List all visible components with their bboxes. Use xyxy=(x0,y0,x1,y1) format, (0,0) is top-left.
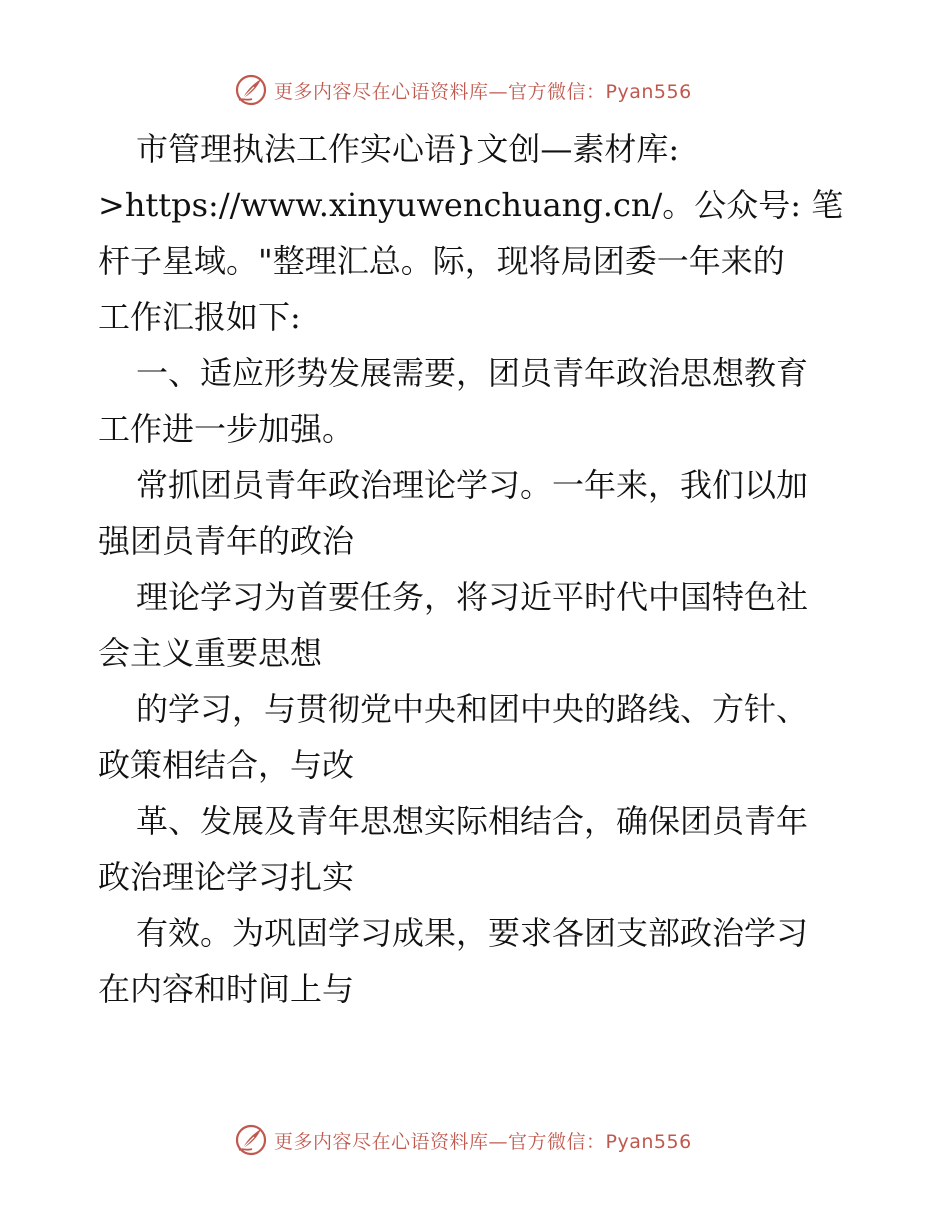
banner-wechat-id: Pyan556 xyxy=(605,80,692,103)
banner-label: 更多内容尽在心语资料库—官方微信： xyxy=(274,1130,606,1153)
quill-logo-icon xyxy=(234,73,268,107)
text-line: >https://www.xinyuwenchuang.cn/。公众号: 笔 xyxy=(98,186,844,224)
banner-text xyxy=(274,77,692,104)
text-line: 工作进一步加强。 xyxy=(98,410,355,448)
text-line: 的学习，与贯彻党中央和团中央的路线、方针、 xyxy=(136,690,809,728)
text-line: 市管理执法工作实心语}文创—素材库: xyxy=(136,130,680,168)
document-body xyxy=(98,121,858,1017)
text-line: 有效。为巩固学习成果，要求各团支部政治学习 xyxy=(136,914,809,952)
text-line: 在内容和时间上与 xyxy=(98,970,355,1008)
text-line: 革、发展及青年思想实际相结合，确保团员青年 xyxy=(136,802,809,840)
text-line: 工作汇报如下: xyxy=(98,298,301,336)
text-line: 政策相结合，与改 xyxy=(98,746,355,784)
quill-logo-icon xyxy=(234,1123,268,1157)
text-line: 一、适应形势发展需要，团员青年政治思想教育 xyxy=(136,354,809,392)
footer-banner xyxy=(234,1120,714,1160)
header-banner xyxy=(234,70,714,110)
banner-label: 更多内容尽在心语资料库—官方微信： xyxy=(274,80,606,103)
text-line: 理论学习为首要任务，将习近平时代中国特色社 xyxy=(136,578,809,616)
text-line: 强团员青年的政治 xyxy=(98,522,355,560)
text-line: 杆子星域。"整理汇总。际，现将局团委一年来的 xyxy=(98,242,785,280)
text-line: 政治理论学习扎实 xyxy=(98,858,355,896)
text-line: 常抓团员青年政治理论学习。一年来，我们以加 xyxy=(136,466,809,504)
text-line: 会主义重要思想 xyxy=(98,634,323,672)
banner-wechat-id: Pyan556 xyxy=(605,1130,692,1153)
banner-text xyxy=(274,1127,692,1154)
